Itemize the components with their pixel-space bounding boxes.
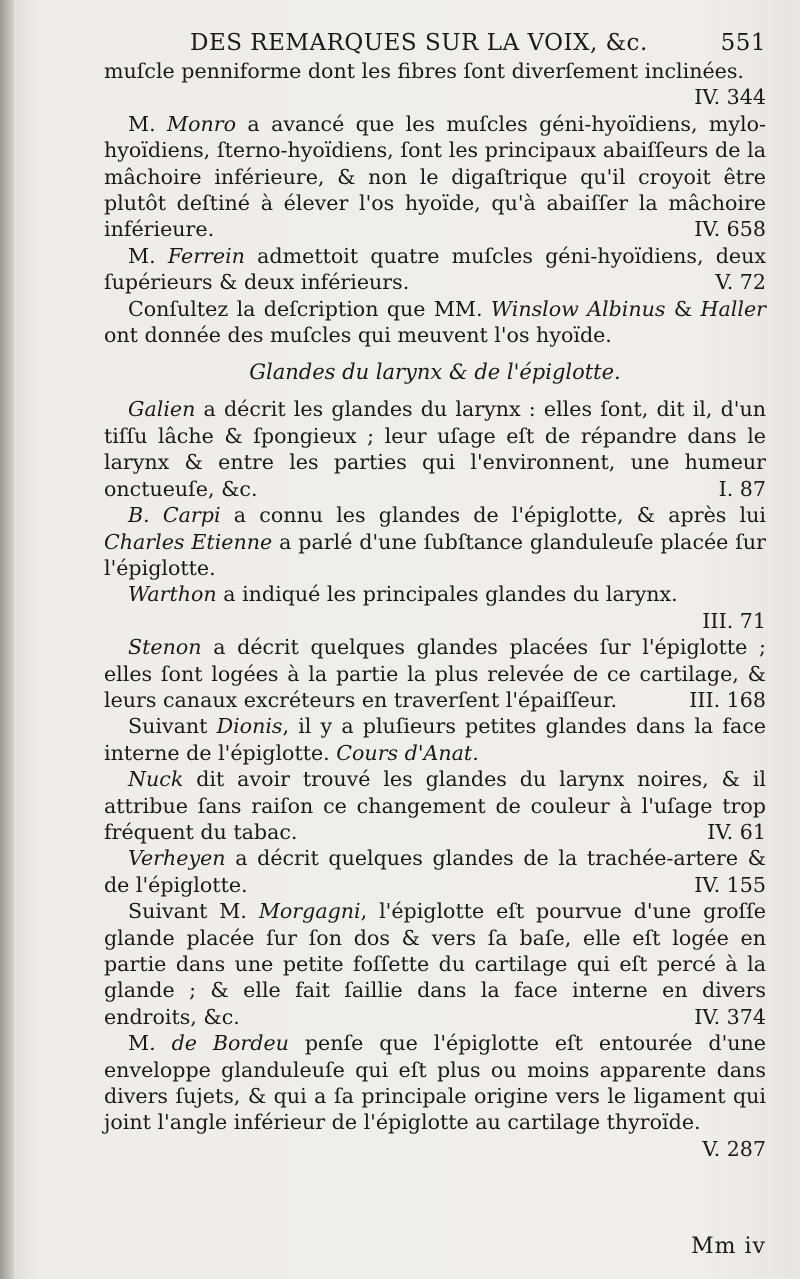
paragraph-text: M. bbox=[128, 243, 168, 268]
paragraph bbox=[104, 898, 766, 1030]
paragraph-text: penſe que l'épiglotte eſt entourée d'une enveloppe glanduleuſe qui eſt plus ou moins apparente dans divers ſujets, & qui a ſa principale origine vers le ligament qui joint l'angle inférieur de l'épiglotte au cartilage thyroïde. bbox=[104, 1031, 766, 1135]
author-name: Monro bbox=[167, 111, 237, 136]
author-name: Warthon bbox=[128, 582, 217, 607]
volume-reference: IV. 658 bbox=[694, 217, 766, 242]
volume-reference: IV. 344 bbox=[694, 85, 766, 110]
volume-reference: V. 287 bbox=[702, 1136, 766, 1161]
author-name: B. Carpi bbox=[128, 503, 221, 528]
paragraph bbox=[104, 845, 766, 898]
paragraph bbox=[104, 396, 766, 502]
author-name: Stenon bbox=[128, 635, 202, 660]
page-number: 551 bbox=[720, 30, 766, 56]
author-name: Dionis bbox=[216, 714, 283, 739]
paragraph bbox=[104, 502, 766, 581]
paragraph-text: a parlé d'une ſubſtance glanduleuſe placée ſur l'épiglotte. bbox=[104, 529, 766, 580]
section-title: Glandes du larynx & de l'épiglotte. bbox=[249, 360, 621, 385]
paragraph-text: a décrit quelques glandes de la trachée-artere & de l'épiglotte. bbox=[104, 846, 766, 897]
paragraph-text: , l'épiglotte eſt pourvue d'une groſſe glande placée ſur ſon dos & vers ſa baſe, elle eſt logée en partie dans une petite foſſette du cartilage qui eſt percé à la glande ; & elle fait ſaillie dans la face interne en divers endroits, &c. bbox=[104, 899, 766, 1029]
paragraph-text: Conſultez la deſcription que MM. bbox=[128, 296, 491, 321]
volume-reference: IV. 374 bbox=[694, 1004, 766, 1029]
author-name: Ferrein bbox=[167, 243, 245, 268]
paragraph-text: a décrit les glandes du larynx : elles ſont, dit il, d'un tiſſu lâche & ſpongieux ; leur uſage eſt de répandre dans le larynx & entre les parties qui l'environnent, une humeur onctueuſe, &c. bbox=[104, 397, 766, 501]
paragraph-text: Suivant bbox=[128, 714, 217, 739]
author-name: Haller bbox=[700, 296, 766, 321]
page-body bbox=[104, 58, 766, 1162]
volume-reference: IV. 155 bbox=[694, 872, 766, 897]
author-name: de Bordeu bbox=[171, 1031, 289, 1056]
author-name: Winslow Albinus bbox=[490, 296, 666, 321]
paragraph-text: a indiqué les principales glandes du larynx. bbox=[216, 582, 678, 607]
paragraph-text: M. bbox=[128, 1031, 172, 1056]
paragraph-text: & bbox=[665, 296, 701, 321]
volume-reference: IV. 61 bbox=[707, 819, 766, 844]
paragraph bbox=[104, 111, 766, 243]
paragraph bbox=[104, 296, 766, 349]
volume-reference: III. 71 bbox=[702, 608, 766, 633]
volume-reference: III. 168 bbox=[689, 687, 766, 712]
paragraph bbox=[104, 58, 766, 84]
paragraph-text: , il y a pluſieurs petites glandes dans la face interne de l'épiglotte. bbox=[104, 714, 766, 765]
paragraph-text: ont donnée des muſcles qui meuvent l'os hyoïde. bbox=[104, 323, 612, 348]
paragraph-text: M. bbox=[128, 111, 168, 136]
paragraph-text: a connu les glandes de l'épiglotte, & après lui bbox=[220, 503, 766, 528]
paragraph bbox=[104, 581, 766, 607]
signature-mark: Mm iv bbox=[691, 1234, 766, 1259]
volume-reference: I. 87 bbox=[718, 476, 766, 501]
paragraph-text: admettoit quatre muſcles géni-hyoïdiens, deux ſupérieurs & deux inférieurs. bbox=[104, 243, 766, 295]
work-title: Cours d'Anat. bbox=[336, 740, 479, 765]
author-name: Verheyen bbox=[128, 846, 226, 871]
paragraph-text: dit avoir trouvé les glandes du larynx noires, & il attribue ſans raiſon ce changement de couleur à l'uſage trop fréquent du tabac. bbox=[104, 767, 766, 844]
paragraph-text: a avancé que les muſcles géni-hyoïdiens, mylo-hyoïdiens, ſterno-hyoïdiens, ſont les principaux abaiſſeurs de la mâchoire inférieure, & non le digaſtrique qu'il croyoit être plutôt deſtiné à élever l'os hyoïde, qu'à abaiſſer la mâchoire inférieure. bbox=[104, 111, 766, 242]
paragraph-text: Suivant M. bbox=[128, 899, 259, 924]
paragraph bbox=[104, 243, 766, 296]
volume-reference: V. 72 bbox=[715, 270, 766, 295]
paragraph bbox=[104, 634, 766, 713]
paragraph-text: muſcle penniforme dont les fibres ſont diverſement inclinées. bbox=[104, 59, 744, 83]
author-name: Charles Etienne bbox=[104, 529, 273, 554]
running-header bbox=[190, 30, 766, 56]
paragraph-text: a décrit quelques glandes placées ſur l'épiglotte ; elles ſont logées à la partie la plus relevée de ce cartilage, & leurs canaux excréteurs en traverſent l'épaiſſeur. bbox=[104, 635, 766, 712]
paragraph bbox=[104, 1030, 766, 1136]
page-edge bbox=[0, 0, 14, 1279]
running-title: DES REMARQUES SUR LA VOIX, &c. bbox=[190, 30, 648, 56]
paragraph bbox=[104, 766, 766, 845]
author-name: Morgagni bbox=[258, 899, 361, 924]
paragraph bbox=[104, 713, 766, 766]
author-name: Galien bbox=[128, 397, 196, 422]
author-name: Nuck bbox=[128, 767, 184, 792]
